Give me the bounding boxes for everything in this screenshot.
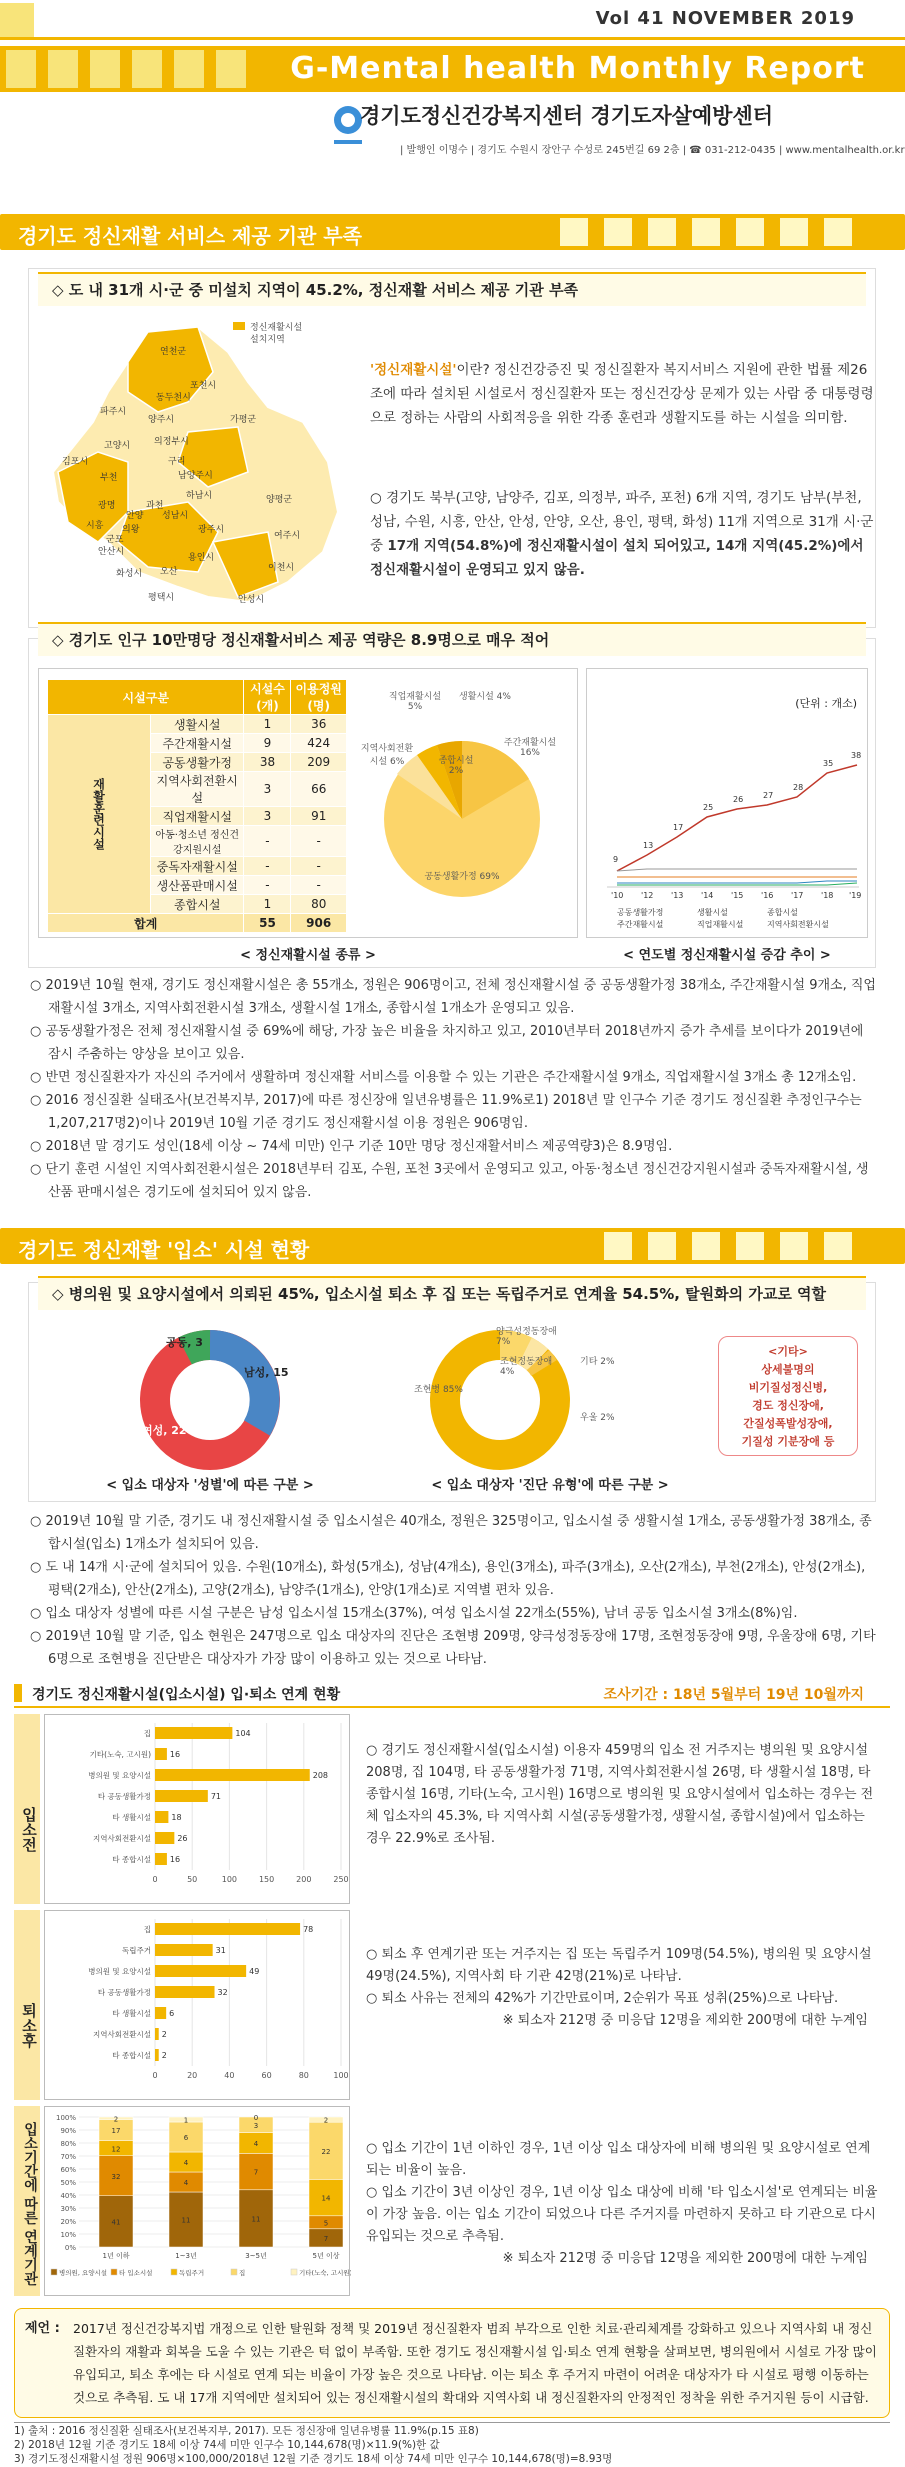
legend-swatch [231,2269,237,2275]
legend-label: 집 [239,2269,246,2277]
top-bar [0,0,905,40]
tick-label: 30% [60,2205,76,2213]
diagnosis-labels: 양극성정동장애 7% 조현정동장애 4% 기타 2% 우울 2% 조현병 85% [414,1327,615,1423]
decor-square [0,3,34,37]
bar-value: 208 [312,1771,329,1780]
segment-value: 2 [323,2116,329,2125]
tick-label: 20 [187,2071,198,2080]
segment-value: 4 [183,2179,189,2187]
bar-value: 18 [171,1813,182,1822]
category-label: 3~5년 [245,2252,267,2260]
bar [155,1748,167,1760]
bar [155,1944,213,1956]
linkage-subheader: 경기도 정신재활시설(입소시설) 입·퇴소 연계 현황 조사기간 : 18년 5월부터 19년 10월까지 [14,1680,890,1708]
category-label: 타 생활시설 [112,2009,151,2018]
tick-label: 100 [221,1875,238,1884]
tick-label: 80 [298,2071,309,2080]
period-text: ○ 입소 기간이 1년 이하인 경우, 1년 이상 입소 대상자에 비해 병의원 및 요양시설로 연계되는 비율이 높음. ○ 입소 기간이 3년 이상인 경우, 1년 이상 입소 대상에 비해 '타 입소시설'로 연계되는 비율이 가장 높음. 이는 입소 기간이 되었으나 다른 주거지를 마련하지 못하고 타 기관으로 다시 유입되는 것으로 추측됨. ※ 퇴소자 212명 중 미응답 12명을 제외한 200명에 대한 누계임 [366,2141,878,2266]
bar-value: 32 [217,1988,228,1997]
tick-label: 70% [60,2153,76,2161]
org-address: | 발행인 이명수 | 경기도 수원시 장안구 수성로 245번길 69 2층 | ☎ 031-212-0435 | www.mentalhealth.or.kr [400,145,905,156]
section1-title: 경기도 정신재활 서비스 제공 기관 부족 [18,224,362,248]
tick-label: 0 [152,2071,158,2080]
segment-value: 4 [253,2140,259,2148]
legend-label: 기타(노숙, 고시원) [299,2269,351,2277]
tick-label: 150 [258,1875,275,1884]
after-discharge-text: ○ 퇴소 후 연계기관 또는 거주지는 집 또는 독립주거 109명(54.5%), 병의원 및 요양시설 49명(24.5%), 지역사회 타 기관 42명(21%)로 나타남. ○ 퇴소 사유는 전체의 42%가 기간만료이며, 2순위가 목표 성취(25%)으로 나타남. ※ 퇴소자 212명 중 미응답 12명을 제외한 200명에 대한 누계임 [366,1947,872,2028]
legend-swatch [51,2269,57,2275]
category-label: 타 종합시설 [112,2051,151,2060]
bar-value: 49 [249,1967,260,1976]
tick-label: 10% [60,2231,76,2239]
tick-label: 90% [60,2127,76,2135]
decor-square [174,50,204,88]
box1-heading: ◇ 도 내 31개 시·군 중 미설치 지역이 45.2%, 정신재활 서비스 제공 기관 부족 [38,272,866,306]
facility-caption: < 정신재활시설 종류 > [240,948,376,963]
bar [155,1965,246,1977]
section2-bullets: ○ 2019년 10월 말 기준, 경기도 내 정신재활시설 중 입소시설은 40개소, 정원은 325명이고, 입소시설 중 생활시설 1개소, 공동생활가정 38개소, 종합시설(입소) 1개소가 설치되어 있음. ○ 도 내 14개 시·군에 설치되어 있음. 수원(10개소), 화성(5개소), 성남(4개소), 용인(3개소), 파주(3개소), 오산(2개소), 부천(2개소), 안성(2개소), 평택(2개소), 안산(2개소), 고양(2개소), 남양주(1개소), 안양(1개소)로 지역별 편차 있음. ○ 입소 대상자 성별에 따른 시설 구분은 남성 입소시설 15개소(37%), 여성 입소시설 22개소(55%), 남녀 공동 입소시설 3개소(8%)임. ○ 2019년 10월 말 기준, 입소 현원은 247명으로 입소 대상자의 진단은 조현병 209명, 양극성정동장애 17명, 조현정동장애 9명, 우울장애 6명, 기타 6명으로 조현병을 진단받은 대상자가 가장 많이 이용하고 있는 것으로 나타남. [30,1514,876,1667]
segment-value: 17 [111,2127,121,2136]
category-label: 타 종합시설 [112,1855,151,1864]
trend-panel [586,668,868,938]
bar-value: 6 [169,2009,175,2018]
period-chart [44,2106,350,2296]
diagnosis-caption: < 입소 대상자 '진단 유형'에 따른 구분 > [431,1478,669,1493]
decor-square [216,50,246,88]
segment-value: 4 [183,2159,189,2167]
bar [155,1790,208,1802]
before-admission-label: 입소전 [14,1714,40,1904]
region-text: ○ 경기도 북부(고양, 남양주, 김포, 의정부, 파주, 포천) 6개 지역, 경기도 남부(부천, 성남, 수원, 시흥, 안산, 안성, 안양, 오산, 용인, 평택, 화성) 11개 지역으로 31개 시·군 중 17개 지역(54.8%)에 정신재활시설이 설치 되어있고, 14개 지역(45.2%)에서 정신재활시설이 운영되고 있지 않음. [370,490,874,578]
tick-label: 200 [296,1875,312,1884]
category-label: 집 [143,1729,151,1738]
decor-square [132,50,162,88]
bar-value: 26 [177,1834,188,1843]
category-label: 지역사회전환시설 [93,1834,151,1843]
before-admission-bars [45,1715,351,1905]
map-labels: 연천군 포천시 파주시 동두천시 양주시 고양시 의정부시 가평군 김포시 구리 남양주시 부천 하남시 양평군 광명 안양 과천 성남시 시흥 의왕 군포 광주시 안산시 여주시 용인시 화성시 오산 이천시 평택시 안성시 [62,347,301,605]
category-label: 지역사회전환시설 [93,2030,151,2039]
legend-swatch [111,2269,117,2275]
segment-value: 2 [113,2115,119,2124]
svg-text:정신재활시설: 정신재활시설 [250,323,303,333]
legend-label: 독립주거 [179,2269,205,2277]
category-label: 독립주거 [122,1946,151,1955]
section1-bullets: ○ 2019년 10월 현재, 경기도 정신재활시설은 총 55개소, 정원은 906명이고, 전체 정신재활시설 중 공동생활가정 38개소, 주간재활시설 9개소, 직업재활시설 3개소, 지역사회전환시설 3개소, 생활시설 1개소, 종합시설 1개소가 운영되고 있음. ○ 공동생활가정은 전체 정신재활시설 중 69%에 해당, 가장 높은 비율을 차지하고 있고, 2010년부터 2018년까지 증가 추세를 보이다가 2019년에 잠시 주춤하는 양상을 보이고 있음. ○ 반면 정신질환자가 자신의 주거에서 생활하며 정신재활 서비스를 이용할 수 있는 기관은 주간재활시설 9개소, 직업재활시설 3개소 총 12개소임. ○ 2016 정신질환 실태조사(보건복지부, 2017)에 따른 정신장애 일년유병률은 11.9%로1) 2018년 말 인구수 기준 경기도 정신질환 추정인구수는 1,207,217명2)이나 2019년 10월 기준 경기도 정신재활시설 이용 정원은 906명임. ○ 2018년 말 경기도 성인(18세 이상 ~ 74세 미만) 인구 기준 10만 명당 정신재활서비스 제공역량3)은 8.9명임. ○ 단기 훈련 시설인 지역사회전환시설은 2018년부터 김포, 수원, 포천 3곳에서 운영되고 있고, 아동·청소년 정신건강지원시설과 중독자재활시설, 생산품 판매시설은 경기도에 설치되어 있지 않음. [30,978,876,1200]
bar-value: 31 [215,1946,226,1955]
bar-value: 16 [169,1750,181,1759]
facility-table: 시설구분 시설수(개) 이용정원(명) 재활훈련시설 생활시설 1 36 주간재활시설 9 424 공동생활가정 38 209 지역사회전환시설 3 66 직업재활시설 3 91 아동·청소년 정신건강지원시설 - - 중독자재활시설 - - 생산품판매시설 - - 종합시설 1 80 합계 55 906 [47,679,347,933]
tick-label: 0 [152,1875,158,1884]
pie-labels: 직업재활시설 5% 생활시설 4% 지역사회전환시설 6% 주간재활시설 16% 종합시설 2% 공동생활가정 69% [360,692,557,882]
tick-label: 50 [187,1875,198,1884]
svg-text:설치지역: 설치지역 [250,335,285,345]
category-label: 타 공동생활가정 [97,1792,151,1801]
legend-swatch [291,2269,297,2275]
segment-value: 7 [323,2234,329,2243]
bar-value: 16 [169,1855,181,1864]
bar [155,1923,300,1935]
legend-label: 타 입소시설 [119,2269,153,2277]
category-label: 집 [143,1925,151,1934]
tick-label: 0% [64,2244,76,2252]
bar [155,2007,166,2019]
facility-type-panel [38,668,578,938]
tick-label: 50% [60,2179,76,2187]
bar [155,2049,159,2061]
report-title: G-Mental health Monthly Report [0,46,905,92]
section2-bar [0,1228,905,1264]
bar-value: 71 [210,1792,222,1801]
tick-label: 100 [333,2071,349,2080]
after-discharge-chart [44,1910,350,2100]
tick-label: 40 [224,2071,235,2080]
section1-bar [0,214,905,250]
category-label: 병의원 및 요양시설 [88,1771,151,1780]
other-diagnosis-box: <기타> 상세불명의 비기질성정신병, 경도 정신장애, 간질성폭발성장애, 기질성 기분장애 등 [718,1336,858,1456]
org-name: 경기도정신건강복지센터 경기도자살예방센터 [360,104,774,128]
bar-value: 2 [161,2030,167,2039]
trend-unit: (단위 : 개소) [795,697,857,710]
after-discharge-bars [45,1911,351,2101]
before-admission-text: ○ 경기도 정신재활시설(입소시설) 이용자 459명의 입소 전 거주지는 병의원 및 요양시설 208명, 집 104명, 타 공동생활가정 71명, 지역사회전환시설 26명, 타 생활시설 18명, 타 종합시설 16명, 기타(노숙, 고시원) 16명으로 병의원 및 요양시설에서 입소하는 경우는 전체 입소자의 45.3%, 타 지역사회 시설(공동생활가정, 생활시설, 종합시설)에서 입소하는 경우 22.9%로 조사됨. [366,1743,874,1846]
category-label: 1년 이하 [102,2252,130,2260]
segment-value: 12 [111,2145,121,2154]
gender-labels: 공동, 3 남성, 15 여성, 22 [142,1336,289,1437]
segment-value: 1 [183,2116,189,2125]
bar-value: 104 [235,1729,251,1738]
bar [155,1853,167,1865]
trend-caption: < 연도별 정신재활시설 증감 추이 > [623,948,831,963]
category-label: 기타(노숙, 고시원) [89,1750,151,1759]
category-label: 타 공동생활가정 [97,1988,151,1997]
section2-heading: ◇ 병의원 및 요양시설에서 의뢰된 45%, 입소시설 퇴소 후 집 또는 독립주거로 연계율 54.5%, 탈원화의 가교로 역할 [38,1276,866,1310]
segment-value: 11 [251,2215,261,2224]
tick-label: 60% [60,2166,76,2174]
period-label: 입소기간에 따른 연계기관 [14,2106,40,2296]
footnote-list: 1) 출처 : 2016 정신질환 실태조사(보건복지부, 2017). 모든 정신장애 일년유병률 11.9%(p.15 표8) 2) 2018년 12월 기준 경기도 18세 이상 74세 미만 인구수 10,144,678(명)×11.9(%)한 값 3) 경기도정신재활시설 정원 906명×100,000/2018년 12월 기준 경기도 18세 이상 74세 미만 인구수 10,144,678(명)=8.93명 [14,2425,613,2465]
segment-value: 5 [323,2219,329,2228]
bar [155,1727,232,1739]
tick-label: 80% [60,2140,76,2148]
category-label: 1~3년 [175,2252,197,2260]
bar [155,1986,215,1998]
segment-value: 0 [253,2114,259,2122]
segment-value: 22 [321,2147,331,2156]
bar-value: 78 [303,1925,314,1934]
segment-value: 14 [321,2194,331,2203]
legend-swatch [171,2269,177,2275]
period-stacked-bars [45,2107,351,2297]
tick-label: 60 [261,2071,272,2080]
category-label: 타 생활시설 [112,1813,151,1822]
legend-label: 병의원, 요양시설 [59,2269,108,2277]
decor-square [6,50,36,88]
section2-title: 경기도 정신재활 '입소' 시설 현황 [18,1238,310,1262]
box2-heading: ◇ 경기도 인구 10만명당 정신재활서비스 제공 역량은 8.9명으로 매우 적어 [38,622,866,656]
trend-labels: 9 13 17 25 26 27 28 35 38 '10 '12 '13 '14 '15 '16 '17 '18 '19 공동생활가정 생활시설 종합시설 주간재활시설 직업재활시설 지역사회전환시설 [611,751,862,929]
decor-square [48,50,78,88]
bar [155,1832,174,1844]
decor-square [90,50,120,88]
footnotes [14,2408,890,2424]
tick-label: 250 [333,1875,349,1884]
segment-value: 6 [183,2134,189,2142]
bar-value: 2 [161,2051,167,2060]
before-admission-chart [44,1714,350,1904]
volume-label: Vol 41 NOVEMBER 2019 [595,8,855,29]
definition-text: '정신재활시설'이란? 정신건강증진 및 정신질환자 복지서비스 지원에 관한 법률 제26조에 따라 설치된 시설로서 정신질환자 또는 정신건강상 문제가 있는 사람 중 대통령령으로 정하는 사람의 사회적응을 위한 각종 훈련과 생활지도를 하는 시설을 의미함. [370,362,874,426]
after-discharge-label: 퇴소후 [14,1910,40,2100]
bar [155,2028,159,2040]
segment-value: 3 [253,2121,259,2130]
segment-value: 32 [111,2172,121,2181]
segment-value: 41 [111,2218,121,2227]
segment-value: 11 [181,2216,191,2225]
segment-value: 7 [253,2168,259,2177]
tick-label: 100% [55,2114,76,2122]
tick-label: 20% [60,2218,76,2226]
proposal-box: 제언 : 2017년 정신건강복지법 개정으로 인한 탈원화 정책 및 2019년 정신질환자 범죄 부각으로 인한 치료·관리체계를 강화하고 있으나 지역사회 내 정신질환자의 재활과 회복을 도울 수 있는 기관은 턱 없이 부족함. 또한 경기도 정신재활시설 입·퇴소 연계 현황을 살펴보면, 병의원에서 시설로 가장 많이 유입되고, 퇴소 후에는 타 시설로 연계 되는 비율이 가장 높은 것으로 나타남. 이는 퇴소 후 주거지 마련이 어려운 대상자가 타 시설로 평행 이동하는 것으로 추측됨. 도 내 17개 지역에만 설치되어 있는 정신재활시설의 확대와 지역사회 내 정신질환자의 안정적인 정착을 위한 주거지원 등이 시급함. [14,2308,890,2418]
category-label: 5년 이상 [312,2252,340,2260]
tick-label: 40% [60,2192,76,2200]
bar [155,1811,168,1823]
gender-caption: < 입소 대상자 '성별'에 따른 구분 > [106,1478,314,1493]
bar [155,1769,310,1781]
category-label: 병의원 및 요양시설 [88,1967,151,1976]
